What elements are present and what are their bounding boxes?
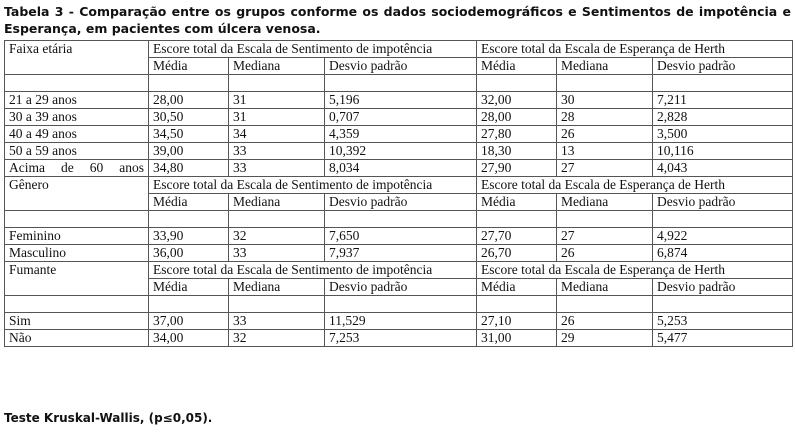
cell: 31 <box>229 92 325 109</box>
cell: 5,253 <box>653 313 793 330</box>
cell: 36,00 <box>149 245 229 262</box>
scale-header-esperanca: Escore total da Escala de Esperança de Herth <box>477 262 793 279</box>
row-label: 50 a 59 anos <box>5 143 149 160</box>
cell: 26,70 <box>477 245 557 262</box>
section-header-row <box>5 177 793 194</box>
spacer-row <box>5 296 793 313</box>
cell: 7,937 <box>325 245 477 262</box>
stat-label-mediana: Mediana <box>229 194 325 211</box>
table-row <box>5 109 793 126</box>
cell: 2,828 <box>653 109 793 126</box>
table-row <box>5 143 793 160</box>
section-label: Gênero <box>5 177 149 211</box>
cell: 33 <box>229 143 325 160</box>
row-label: 40 a 49 anos <box>5 126 149 143</box>
cell: 3,500 <box>653 126 793 143</box>
stat-label-media: Média <box>477 279 557 296</box>
scale-header-esperanca: Escore total da Escala de Esperança de Herth <box>477 41 793 58</box>
cell: 26 <box>557 126 653 143</box>
cell: 27,10 <box>477 313 557 330</box>
row-label: Feminino <box>5 228 149 245</box>
stat-label-desvio: Desvio padrão <box>325 58 477 75</box>
cell: 31 <box>229 109 325 126</box>
cell: 28 <box>557 109 653 126</box>
cell: 18,30 <box>477 143 557 160</box>
cell: 7,211 <box>653 92 793 109</box>
stat-label-media: Média <box>149 58 229 75</box>
stat-label-media: Média <box>149 279 229 296</box>
stat-label-desvio: Desvio padrão <box>653 194 793 211</box>
cell: 26 <box>557 313 653 330</box>
cell: 30,50 <box>149 109 229 126</box>
table-row <box>5 313 793 330</box>
stat-label-mediana: Mediana <box>557 194 653 211</box>
section-header-row <box>5 262 793 279</box>
cell: 39,00 <box>149 143 229 160</box>
table-row <box>5 228 793 245</box>
stat-label-desvio: Desvio padrão <box>325 279 477 296</box>
cell: 26 <box>557 245 653 262</box>
cell: 11,529 <box>325 313 477 330</box>
stat-label-media: Média <box>477 58 557 75</box>
row-label: Sim <box>5 313 149 330</box>
cell: 32 <box>229 228 325 245</box>
row-label: Não <box>5 330 149 347</box>
cell: 0,707 <box>325 109 477 126</box>
stat-label-desvio: Desvio padrão <box>325 194 477 211</box>
scale-header-impotencia: Escore total da Escala de Sentimento de impotência <box>149 177 477 194</box>
cell: 10,392 <box>325 143 477 160</box>
cell: 10,116 <box>653 143 793 160</box>
scale-header-impotencia: Escore total da Escala de Sentimento de impotência <box>149 262 477 279</box>
stat-label-media: Média <box>477 194 557 211</box>
spacer-row <box>5 75 793 92</box>
cell: 27 <box>557 228 653 245</box>
stat-label-desvio: Desvio padrão <box>653 279 793 296</box>
cell: 5,477 <box>653 330 793 347</box>
table-row <box>5 92 793 109</box>
table-row <box>5 245 793 262</box>
cell: 13 <box>557 143 653 160</box>
scale-header-impotencia: Escore total da Escala de Sentimento de impotência <box>149 41 477 58</box>
stat-label-mediana: Mediana <box>229 279 325 296</box>
table-row <box>5 160 793 177</box>
section-label: Faixa etária <box>5 41 149 75</box>
section-header-row <box>5 41 793 58</box>
stat-label-media: Média <box>149 194 229 211</box>
cell: 8,034 <box>325 160 477 177</box>
table-caption: Tabela 3 - Comparação entre os grupos conforme os dados sociodemográficos e Sentimentos de impotência e Esperança, em pacientes com úlcera venosa. <box>4 4 791 36</box>
cell: 30 <box>557 92 653 109</box>
cell: 29 <box>557 330 653 347</box>
row-label: Acima de 60 anos <box>5 160 149 177</box>
cell: 27,70 <box>477 228 557 245</box>
cell: 28,00 <box>149 92 229 109</box>
section-label: Fumante <box>5 262 149 296</box>
row-label: Masculino <box>5 245 149 262</box>
cell: 4,922 <box>653 228 793 245</box>
footnote: Teste Kruskal-Wallis, (p≤0,05). <box>4 411 213 425</box>
cell: 37,00 <box>149 313 229 330</box>
cell: 31,00 <box>477 330 557 347</box>
cell: 32 <box>229 330 325 347</box>
row-label: 21 a 29 anos <box>5 92 149 109</box>
cell: 34,00 <box>149 330 229 347</box>
cell: 33 <box>229 160 325 177</box>
cell: 4,043 <box>653 160 793 177</box>
stat-label-mediana: Mediana <box>229 58 325 75</box>
table-row <box>5 330 793 347</box>
cell: 7,253 <box>325 330 477 347</box>
cell: 33,90 <box>149 228 229 245</box>
cell: 27 <box>557 160 653 177</box>
row-label: 30 a 39 anos <box>5 109 149 126</box>
scale-header-esperanca: Escore total da Escala de Esperança de Herth <box>477 177 793 194</box>
cell: 27,90 <box>477 160 557 177</box>
stat-label-desvio: Desvio padrão <box>653 58 793 75</box>
results-table <box>4 40 793 347</box>
cell: 6,874 <box>653 245 793 262</box>
cell: 33 <box>229 313 325 330</box>
cell: 34,50 <box>149 126 229 143</box>
cell: 28,00 <box>477 109 557 126</box>
table-row <box>5 126 793 143</box>
cell: 34,80 <box>149 160 229 177</box>
cell: 27,80 <box>477 126 557 143</box>
spacer-row <box>5 211 793 228</box>
cell: 33 <box>229 245 325 262</box>
cell: 32,00 <box>477 92 557 109</box>
stat-label-mediana: Mediana <box>557 279 653 296</box>
cell: 7,650 <box>325 228 477 245</box>
cell: 4,359 <box>325 126 477 143</box>
cell: 5,196 <box>325 92 477 109</box>
cell: 34 <box>229 126 325 143</box>
stat-label-mediana: Mediana <box>557 58 653 75</box>
